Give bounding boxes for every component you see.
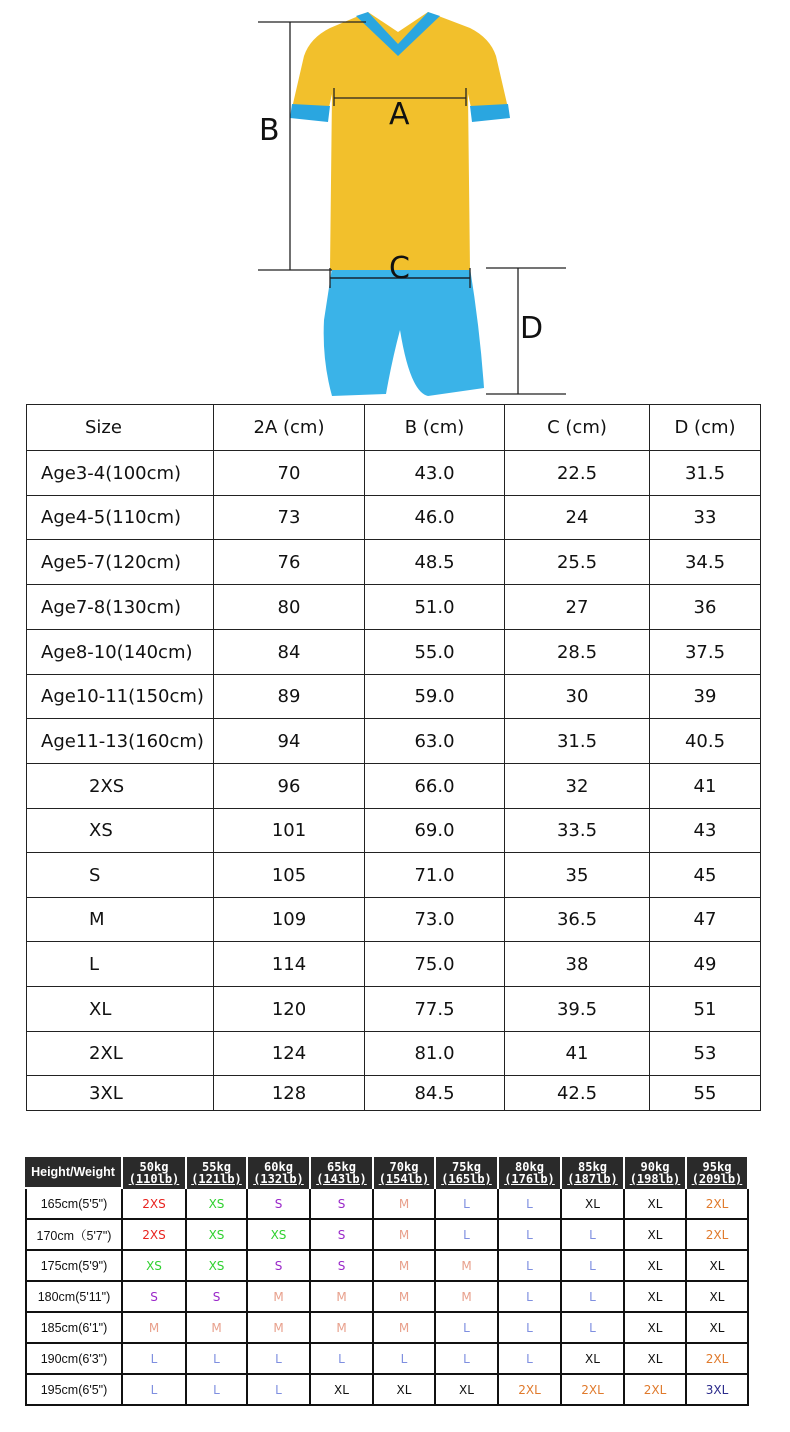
measurement-cell: 55 [650, 1076, 761, 1111]
recommended-size-cell: XS [187, 1220, 248, 1251]
recommended-size-cell: S [311, 1220, 374, 1251]
weight-header [248, 1157, 311, 1189]
measurement-cell: 43 [650, 809, 761, 853]
weight-header [499, 1157, 562, 1189]
recommended-size-cell: XS [248, 1220, 311, 1251]
recommended-size-cell: 2XL [562, 1375, 625, 1406]
measurement-cell: 69.0 [365, 809, 505, 853]
weight-kg: 85kg [578, 1160, 607, 1174]
recommended-size-cell: L [499, 1344, 562, 1375]
recommended-size-cell: XL [687, 1282, 749, 1313]
recommended-size-cell: 2XL [687, 1344, 749, 1375]
recommended-size-cell: S [311, 1251, 374, 1282]
recommended-size-cell: L [562, 1220, 625, 1251]
size-row [27, 898, 761, 942]
recommended-size-cell: L [123, 1375, 187, 1406]
recommended-size-cell: M [187, 1313, 248, 1344]
recommended-size-cell: XL [625, 1189, 687, 1220]
recommended-size-cell: 2XS [123, 1220, 187, 1251]
recommended-size-cell: L [499, 1189, 562, 1220]
hw-row [25, 1313, 749, 1344]
recommended-size-cell: L [499, 1282, 562, 1313]
size-row [27, 987, 761, 1032]
size-label-cell: Age11-13(160cm) [27, 719, 214, 764]
recommended-size-cell: XS [187, 1189, 248, 1220]
recommended-size-cell: 2XL [499, 1375, 562, 1406]
recommended-size-cell: L [436, 1313, 499, 1344]
recommended-size-cell: M [311, 1282, 374, 1313]
measurement-cell: 84.5 [365, 1076, 505, 1111]
recommended-size-cell: XS [187, 1251, 248, 1282]
weight-kg: 60kg [264, 1160, 293, 1174]
weight-lb: (121lb) [191, 1172, 242, 1186]
weight-header [687, 1157, 749, 1189]
dimension-label-c: C [389, 251, 410, 286]
recommended-size-cell: S [311, 1189, 374, 1220]
measurement-cell: 25.5 [505, 540, 650, 585]
height-label: 190cm(6'3") [25, 1344, 123, 1375]
measurement-cell: 84 [214, 630, 365, 675]
header-size: Size [27, 405, 214, 451]
weight-lb: (143lb) [316, 1172, 367, 1186]
recommended-size-cell: L [436, 1220, 499, 1251]
measurement-cell: 114 [214, 942, 365, 987]
measurement-cell: 51 [650, 987, 761, 1032]
measurement-cell: 101 [214, 809, 365, 853]
recommended-size-cell: S [248, 1189, 311, 1220]
recommended-size-cell: M [311, 1313, 374, 1344]
recommended-size-cell: XL [687, 1251, 749, 1282]
recommended-size-cell: M [374, 1313, 436, 1344]
size-label-cell: S [27, 853, 214, 898]
left-cuff [290, 104, 330, 122]
measurement-cell: 105 [214, 853, 365, 898]
height-label: 195cm(6'5") [25, 1375, 123, 1406]
measurement-cell: 42.5 [505, 1076, 650, 1111]
recommended-size-cell: XL [625, 1220, 687, 1251]
measurement-cell: 94 [214, 719, 365, 764]
measurement-cell: 80 [214, 585, 365, 630]
measurement-cell: 39 [650, 675, 761, 719]
recommended-size-cell: XL [562, 1344, 625, 1375]
recommended-size-cell: 2XL [687, 1220, 749, 1251]
size-row [27, 942, 761, 987]
measurement-cell: 71.0 [365, 853, 505, 898]
measurement-cell: 51.0 [365, 585, 505, 630]
hw-row [25, 1282, 749, 1313]
recommended-size-cell: 2XL [687, 1189, 749, 1220]
measurement-cell: 30 [505, 675, 650, 719]
recommended-size-cell: XL [687, 1313, 749, 1344]
measurement-cell: 66.0 [365, 764, 505, 809]
recommended-size-cell: XL [625, 1282, 687, 1313]
size-label-cell: Age5-7(120cm) [27, 540, 214, 585]
dimension-label-b: B [259, 113, 280, 148]
size-row [27, 540, 761, 585]
header-d: D (cm) [650, 405, 761, 451]
size-table-header-row [27, 405, 761, 451]
measurement-cell: 33 [650, 496, 761, 540]
size-label-cell: XS [27, 809, 214, 853]
weight-kg: 95kg [702, 1160, 732, 1174]
measurement-cell: 37.5 [650, 630, 761, 675]
measurement-cell: 77.5 [365, 987, 505, 1032]
hw-row [25, 1251, 749, 1282]
measurement-cell: 63.0 [365, 719, 505, 764]
measurement-cell: 38 [505, 942, 650, 987]
recommended-size-cell: L [499, 1313, 562, 1344]
size-row [27, 853, 761, 898]
hw-header-row [25, 1157, 749, 1189]
header-c: C (cm) [505, 405, 650, 451]
recommended-size-cell: L [562, 1313, 625, 1344]
measurement-cell: 120 [214, 987, 365, 1032]
measurement-cell: 59.0 [365, 675, 505, 719]
weight-lb: (187lb) [567, 1172, 618, 1186]
weight-kg: 70kg [389, 1160, 419, 1174]
recommended-size-cell: XL [311, 1375, 374, 1406]
height-weight-table [25, 1157, 749, 1406]
recommended-size-cell: M [248, 1313, 311, 1344]
measurement-cell: 24 [505, 496, 650, 540]
recommended-size-cell: S [248, 1251, 311, 1282]
recommended-size-cell: M [374, 1220, 436, 1251]
recommended-size-cell: 2XS [123, 1189, 187, 1220]
measurement-cell: 31.5 [650, 451, 761, 496]
recommended-size-cell: XL [625, 1251, 687, 1282]
weight-header [311, 1157, 374, 1189]
weight-header [562, 1157, 625, 1189]
recommended-size-cell: L [374, 1344, 436, 1375]
measurement-cell: 128 [214, 1076, 365, 1111]
recommended-size-cell: XL [374, 1375, 436, 1406]
measurement-cell: 34.5 [650, 540, 761, 585]
measurement-cell: 32 [505, 764, 650, 809]
measurement-cell: 109 [214, 898, 365, 942]
recommended-size-cell: M [374, 1251, 436, 1282]
size-row [27, 630, 761, 675]
recommended-size-cell: S [187, 1282, 248, 1313]
dimension-label-d: D [520, 311, 544, 346]
size-table-body [27, 451, 761, 1111]
size-row [27, 1032, 761, 1076]
header-b: B (cm) [365, 405, 505, 451]
recommended-size-cell: M [248, 1282, 311, 1313]
recommended-size-cell: L [499, 1251, 562, 1282]
weight-header [436, 1157, 499, 1189]
recommended-size-cell: L [436, 1189, 499, 1220]
measurement-cell: 28.5 [505, 630, 650, 675]
weight-kg: 65kg [327, 1160, 356, 1174]
measurement-cell: 41 [650, 764, 761, 809]
measurement-cell: 76 [214, 540, 365, 585]
size-label-cell: 3XL [27, 1076, 214, 1111]
measurement-cell: 46.0 [365, 496, 505, 540]
size-row [27, 1076, 761, 1111]
weight-lb: (110lb) [128, 1172, 180, 1186]
dimension-label-a: A [389, 97, 410, 132]
hw-row [25, 1189, 749, 1220]
measurement-cell: 22.5 [505, 451, 650, 496]
recommended-size-cell: L [436, 1344, 499, 1375]
weight-kg: 50kg [139, 1160, 169, 1174]
size-label-cell: Age3-4(100cm) [27, 451, 214, 496]
measurement-cell: 48.5 [365, 540, 505, 585]
weight-lb: (154lb) [378, 1172, 430, 1186]
height-label: 165cm(5'5") [25, 1189, 123, 1220]
measurement-cell: 27 [505, 585, 650, 630]
hw-row [25, 1220, 749, 1251]
size-label-cell: Age7-8(130cm) [27, 585, 214, 630]
recommended-size-cell: XL [625, 1313, 687, 1344]
recommended-size-cell: L [562, 1282, 625, 1313]
size-label-cell: M [27, 898, 214, 942]
weight-lb: (176lb) [504, 1172, 555, 1186]
weight-lb: (198lb) [629, 1172, 681, 1186]
hw-row [25, 1375, 749, 1406]
recommended-size-cell: L [562, 1251, 625, 1282]
recommended-size-cell: M [436, 1251, 499, 1282]
size-measurement-table [26, 404, 761, 1111]
weight-header [374, 1157, 436, 1189]
recommended-size-cell: M [123, 1313, 187, 1344]
measurement-cell: 73 [214, 496, 365, 540]
height-label: 170cm（5'7") [25, 1220, 123, 1251]
recommended-size-cell: M [436, 1282, 499, 1313]
recommended-size-cell: L [187, 1375, 248, 1406]
measurement-cell: 53 [650, 1032, 761, 1076]
height-label: 175cm(5'9") [25, 1251, 123, 1282]
recommended-size-cell: S [123, 1282, 187, 1313]
size-label-cell: XL [27, 987, 214, 1032]
size-row [27, 764, 761, 809]
hw-row [25, 1344, 749, 1375]
measurement-cell: 45 [650, 853, 761, 898]
measurement-cell: 70 [214, 451, 365, 496]
weight-kg: 75kg [452, 1160, 481, 1174]
measurement-cell: 43.0 [365, 451, 505, 496]
measurement-cell: 36.5 [505, 898, 650, 942]
recommended-size-cell: L [248, 1375, 311, 1406]
garment-illustration [0, 0, 790, 402]
weight-kg: 55kg [202, 1160, 231, 1174]
measurement-cell: 36 [650, 585, 761, 630]
size-row [27, 809, 761, 853]
measurement-cell: 49 [650, 942, 761, 987]
size-label-cell: Age4-5(110cm) [27, 496, 214, 540]
jersey-kit-drawing [0, 0, 790, 402]
weight-lb: (209lb) [691, 1172, 743, 1186]
hw-table-body [25, 1189, 749, 1406]
measurement-cell: 39.5 [505, 987, 650, 1032]
size-row [27, 585, 761, 630]
height-label: 185cm(6'1") [25, 1313, 123, 1344]
measurement-cell: 96 [214, 764, 365, 809]
recommended-size-cell: 2XL [625, 1375, 687, 1406]
weight-kg: 90kg [640, 1160, 670, 1174]
recommended-size-cell: L [248, 1344, 311, 1375]
weight-header [187, 1157, 248, 1189]
weight-lb: (165lb) [441, 1172, 492, 1186]
measurement-cell: 75.0 [365, 942, 505, 987]
measurement-cell: 31.5 [505, 719, 650, 764]
size-label-cell: 2XL [27, 1032, 214, 1076]
measurement-cell: 124 [214, 1032, 365, 1076]
recommended-size-cell: L [311, 1344, 374, 1375]
recommended-size-cell: M [374, 1282, 436, 1313]
header-2a: 2A (cm) [214, 405, 365, 451]
recommended-size-cell: L [187, 1344, 248, 1375]
recommended-size-cell: L [123, 1344, 187, 1375]
size-row [27, 719, 761, 764]
recommended-size-cell: XL [562, 1189, 625, 1220]
size-label-cell: L [27, 942, 214, 987]
hw-corner-label: Height/Weight [25, 1157, 123, 1189]
size-label-cell: Age10-11(150cm) [27, 675, 214, 719]
size-row [27, 496, 761, 540]
size-row [27, 675, 761, 719]
recommended-size-cell: M [374, 1189, 436, 1220]
recommended-size-cell: 3XL [687, 1375, 749, 1406]
recommended-size-cell: L [499, 1220, 562, 1251]
measurement-cell: 73.0 [365, 898, 505, 942]
size-label-cell: 2XS [27, 764, 214, 809]
recommended-size-cell: XS [123, 1251, 187, 1282]
shorts-shape [324, 268, 484, 396]
measurement-cell: 33.5 [505, 809, 650, 853]
measurement-cell: 40.5 [650, 719, 761, 764]
weight-lb: (132lb) [253, 1172, 304, 1186]
measurement-cell: 89 [214, 675, 365, 719]
measurement-cell: 41 [505, 1032, 650, 1076]
recommended-size-cell: XL [436, 1375, 499, 1406]
weight-header [625, 1157, 687, 1189]
measurement-cell: 47 [650, 898, 761, 942]
size-row [27, 451, 761, 496]
weight-kg: 80kg [515, 1160, 544, 1174]
size-label-cell: Age8-10(140cm) [27, 630, 214, 675]
right-cuff [470, 104, 510, 122]
weight-header [123, 1157, 187, 1189]
height-label: 180cm(5'11") [25, 1282, 123, 1313]
measurement-cell: 35 [505, 853, 650, 898]
measurement-cell: 55.0 [365, 630, 505, 675]
measurement-cell: 81.0 [365, 1032, 505, 1076]
recommended-size-cell: XL [625, 1344, 687, 1375]
